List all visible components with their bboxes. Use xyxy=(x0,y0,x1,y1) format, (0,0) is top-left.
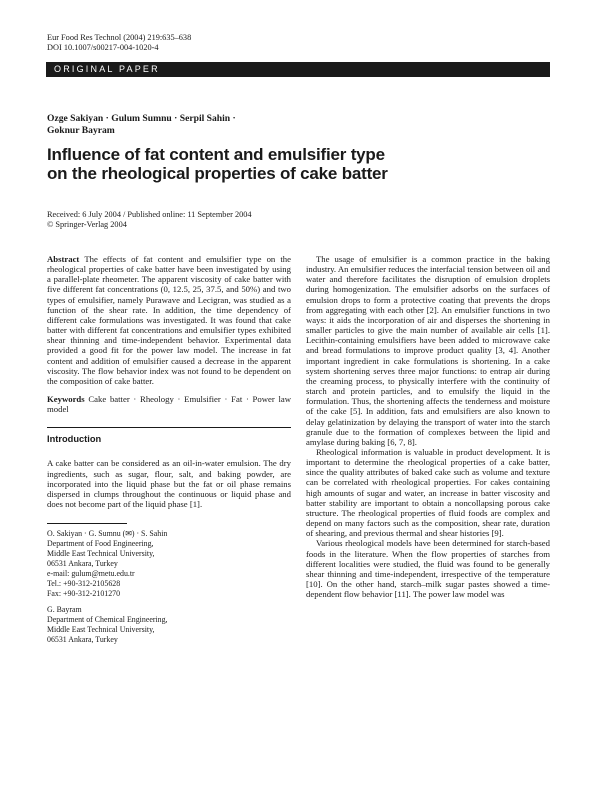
affiliation-line: Department of Chemical Engineering, xyxy=(47,615,168,625)
abstract-label: Abstract xyxy=(47,254,80,264)
affiliation-group-1 xyxy=(47,529,291,598)
keywords-text: Cake batter · Rheology · Emulsifier · Fat · Power law model xyxy=(47,394,292,415)
abstract-text: The effects of fat content and emulsifier type on the rheological properties of cake batter have been investigated by using a parallel-plate rheometer. The apparent viscosity of cake batter with five different fat concentrations (0, 12.5, 25, 37.5, and 50%) and two types of emulsifier, namely Purawave and Lecigran, was studied as a function of the shear rate. In addition, the time dependency of different cake formulations was investigated. It was found that cake batter with different fat concentrations and emulsifier types exhibited shear thinning and time-independent behavior. Experimental data provided a good fit for the power law model. The increase in fat content and addition of emulsifier caused a decrease in the apparent viscosity. The flow behavior index was not found to be dependent on the composition of cake batter. xyxy=(47,254,291,386)
abstract xyxy=(47,254,291,386)
journal-citation-block xyxy=(47,33,191,53)
keywords-label: Keywords xyxy=(47,394,85,405)
affiliation-line: Middle East Technical University, xyxy=(47,548,155,558)
author-list xyxy=(47,113,307,137)
article-type-label: ORIGINAL PAPER xyxy=(54,64,160,74)
received-date: Received: 6 July 2004 / Published online: 11 September 2004 xyxy=(47,210,252,219)
affiliation-phone: Tel.: +90-312-2105628 xyxy=(47,578,121,588)
body-paragraph: Various rheological models have been determined for starch-based foods in the literature. When the flow properties of starches from different localities were studied, the fluid was found to be generally shear thinning and time-independent, irrespective of the temperature [10]. On the other hand, starch–milk sugar pastes showed a time-dependent flow behavior [11]. The power law model was xyxy=(306,538,550,600)
affiliation-line: O. Sakiyan · G. Sumnu (✉) · S. Sahin xyxy=(47,529,168,539)
article-type-band xyxy=(46,62,550,77)
copyright-notice: © Springer-Verlag 2004 xyxy=(47,220,127,229)
affiliation-group-2 xyxy=(47,605,291,645)
section-heading-introduction: Introduction xyxy=(47,434,102,445)
doi: DOI 10.1007/s00217-004-1020-4 xyxy=(47,43,159,52)
right-column xyxy=(306,254,550,599)
affiliation-line: G. Bayram xyxy=(47,605,82,615)
spacer xyxy=(47,598,291,605)
introduction-paragraph: A cake batter can be considered as an oil-in-water emulsion. The dry ingredients, such as sugar, flour, salt, and baking powder, are incorporated into the liquid phase but the fat or oil phase remains dispersed in clumps throughout the continuous or liquid phase and does not become part of the liquid phase [1]. xyxy=(47,458,291,509)
affiliation-line: Department of Food Engineering, xyxy=(47,539,154,549)
journal-citation: Eur Food Res Technol (2004) 219:635–638 xyxy=(47,33,192,42)
title-line: on the rheological properties of cake batter xyxy=(47,164,388,183)
publication-dates xyxy=(47,210,252,230)
affiliation-line: Middle East Technical University, xyxy=(47,625,155,635)
authors-line: Ozge Sakiyan · Gulum Sumnu · Serpil Sahin · xyxy=(47,113,236,124)
section-divider xyxy=(47,427,291,428)
affiliation-line: 06531 Ankara, Turkey xyxy=(47,635,118,645)
body-paragraph: The usage of emulsifier is a common practice in the baking industry. An emulsifier reduces the interfacial tension between oil and water and therefore facilitates the disruption of emulsion droplets during homogenization. The emulsifier adsorbs on the surfaces of emulsion drops to form a protective coating that prevents the drops from aggregating with each other [2]. An emulsifier functions in two ways: it aids the incorporation of air and disperses the shortening in smaller particles to give the main number of available air cells [1]. Lecithin-containing emulsifiers have been added to microwave cake and bread formulations to improve product quality [3, 4]. Another important ingredient in cake formulations is shortening. In a cake system shortening serves three major functions: to entrap air during the creaming process, to physically interfere with the continuity of starch and protein particles, and to emulsify the liquid in the formulation. Thus, the shortening affects the tenderness and moisture of the cake [5]. In addition, fats and emulsifiers are also known to delay gelatinization by delaying the transport of water into the starch granule due to the formation of complexes between the lipid and amylase during baking [6, 7, 8]. xyxy=(306,254,550,447)
keywords xyxy=(47,394,291,414)
title-line: Influence of fat content and emulsifier type xyxy=(47,145,385,164)
affiliation-line: 06531 Ankara, Turkey xyxy=(47,558,118,568)
footnote-divider xyxy=(47,523,127,524)
affiliation-fax: Fax: +90-312-2101270 xyxy=(47,588,121,598)
body-paragraph: Rheological information is valuable in product development. It is important to determine the rheological properties of a cake batter, since the quality attributes of baked cake such as volume and texture can be correlated with rheological properties. For cakes containing high amounts of sugar and water, an increase in batter viscosity and batter stability are important to obtain a noncollapsing porous cake structure. The rheological properties of fluid foods are complex and depend on many factors such as the composition, shear rate, duration of shearing, and previous thermal and shear histories [9]. xyxy=(306,446,550,539)
left-column xyxy=(47,254,291,645)
affiliation-email: e-mail: gulum@metu.edu.tr xyxy=(47,568,135,578)
authors-line: Goknur Bayram xyxy=(47,125,115,136)
article-title xyxy=(47,145,507,183)
